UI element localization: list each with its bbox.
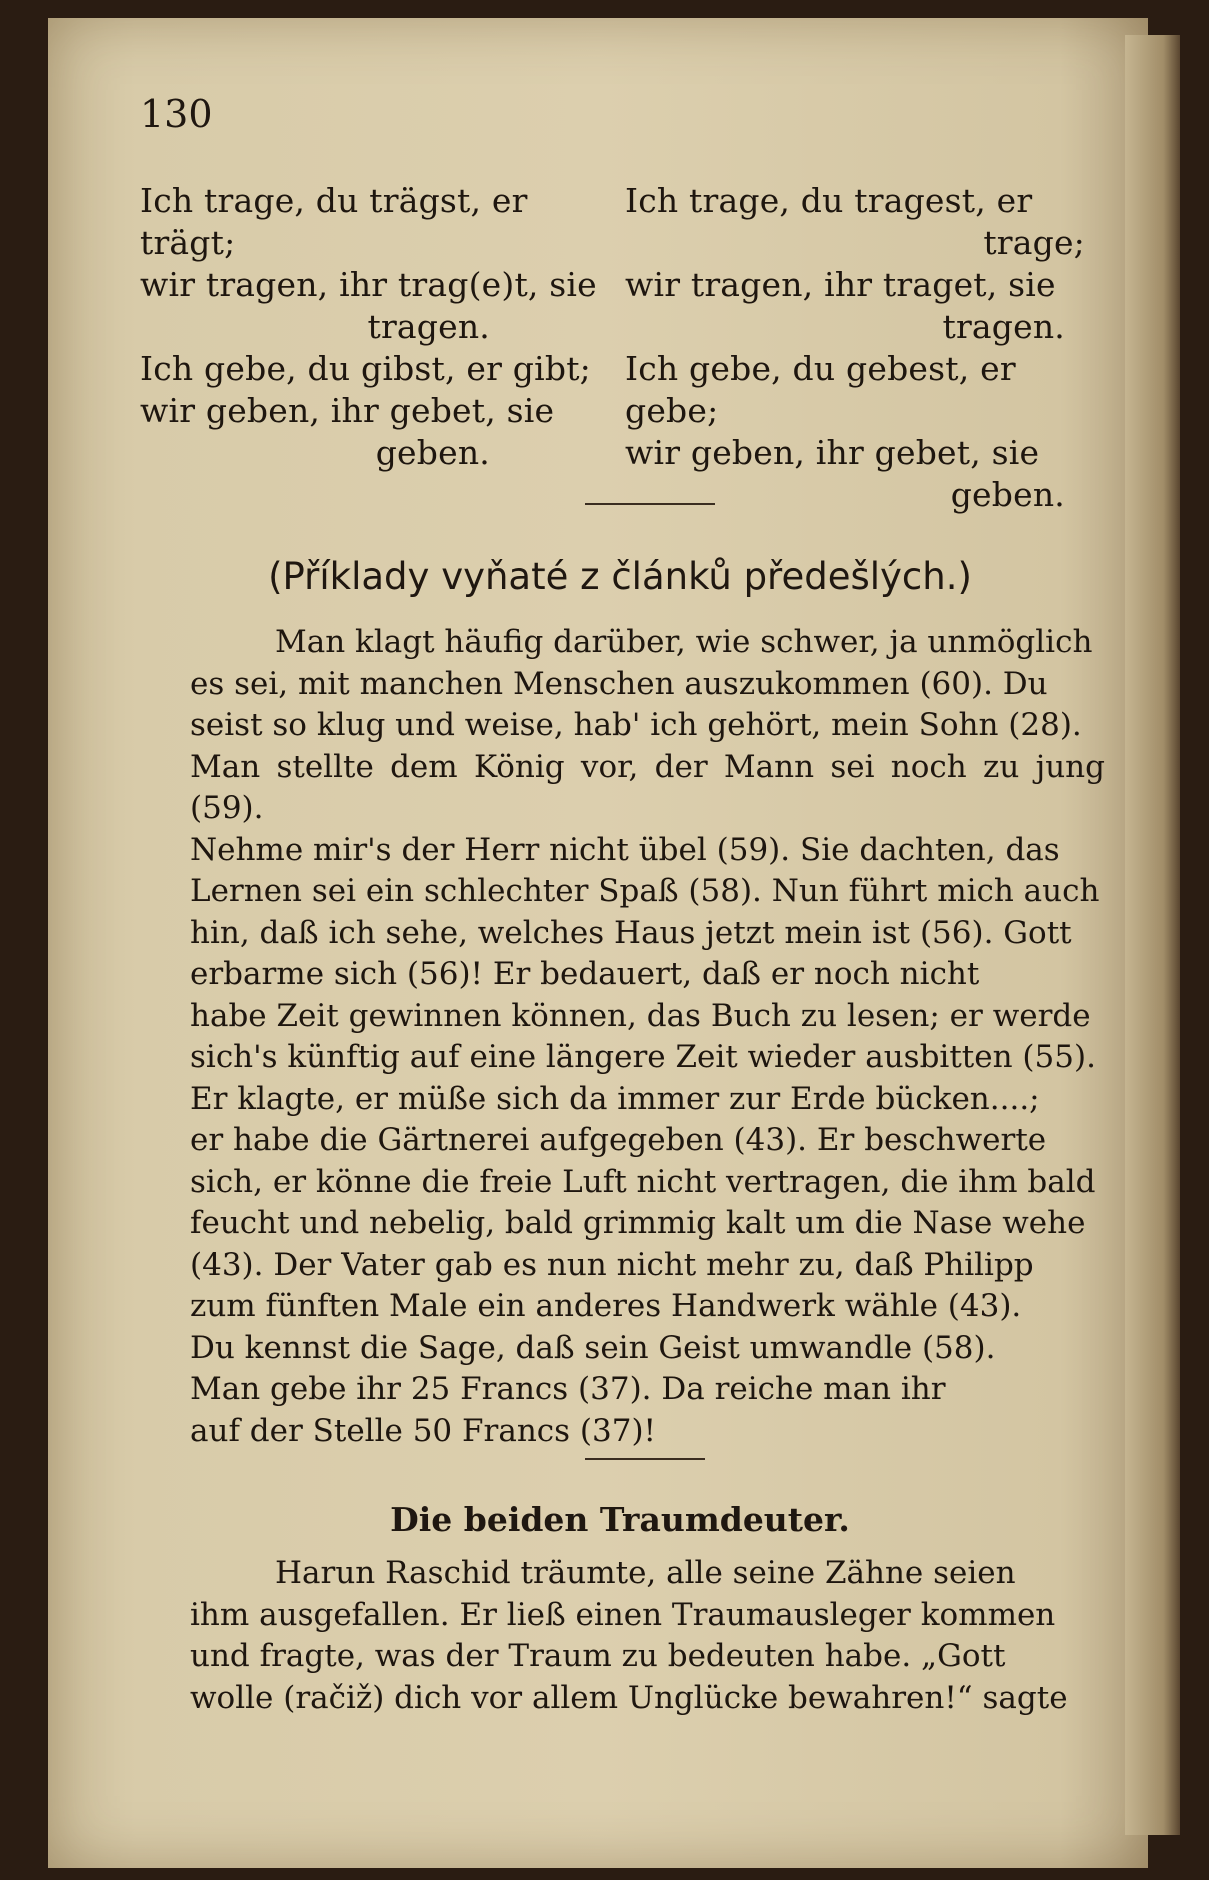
- conjugation-line: wir tragen, ihr traget, sie: [625, 265, 1056, 304]
- text-line: und fragte, was der Traum zu bedeuten habe. „Gott: [190, 1638, 1006, 1674]
- text-line: Harun Raschid träumte, alle seine Zähne seien: [275, 1555, 1016, 1591]
- text-line: Er klagte, er müße sich da immer zur Erde bücken....;: [190, 1080, 1040, 1117]
- conjugation-line: Ich gebe, du gibst, er gibt;: [140, 349, 591, 388]
- conjugation-line: Ich trage, du tragest, er: [625, 181, 1033, 220]
- conjugation-line: geben.: [950, 475, 1065, 514]
- conjugation-line: wir tragen, ihr trag(e)t, sie: [140, 265, 597, 304]
- conjugation-line: Ich trage, du trägst, er trägt;: [140, 181, 528, 262]
- page-edge: [1125, 35, 1180, 1835]
- conjugation-line: tragen.: [942, 307, 1065, 346]
- text-line: habe Zeit gewinnen können, das Buch zu lesen; er werde: [190, 997, 1091, 1034]
- text-line: ihm ausgefallen. Er ließ einen Traumausleger kommen: [190, 1596, 1056, 1633]
- conjugation-line: wir geben, ihr gebet, sie: [140, 391, 555, 430]
- text-line: sich's künftig auf eine längere Zeit wieder ausbitten (55).: [190, 1039, 1096, 1075]
- divider-rule: [585, 503, 715, 505]
- divider-rule: [585, 1458, 705, 1460]
- text-line: Man gebe ihr 25 Francs (37). Da reiche man ihr: [190, 1371, 946, 1407]
- text-line: sich, er könne die freie Luft nicht vertragen, die ihm bald: [190, 1163, 1096, 1200]
- text-line: er habe die Gärtnerei aufgegeben (43). Er beschwerte: [190, 1122, 1047, 1158]
- text-line: Lernen sei ein schlechter Spaß (58). Nun führt mich auch: [190, 873, 1100, 909]
- conjugation-line: geben.: [375, 433, 490, 472]
- text-line: hin, daß ich sehe, welches Haus jetzt mein ist (56). Gott: [190, 914, 1072, 951]
- text-line: Du kennst die Sage, daß sein Geist umwandle (58).: [190, 1329, 996, 1366]
- conjugation-line: tragen.: [367, 307, 490, 346]
- text-line: feucht und nebelig, bald grimmig kalt um die Nase wehe: [190, 1205, 1086, 1241]
- conjugation-subjunctive: [625, 180, 1115, 516]
- conjugation-line: trage;: [983, 223, 1085, 262]
- story-paragraph: [190, 1553, 1105, 1719]
- section-heading: (Příklady vyňaté z článků předešlých.): [268, 555, 972, 598]
- text-line: (43). Der Vater gab es nun nicht mehr zu, daß Philipp: [190, 1246, 1034, 1283]
- page-number: 130: [140, 92, 213, 136]
- text-line: wolle (račiž) dich vor allem Unglücke bewahren!“ sagte: [190, 1679, 1068, 1716]
- story-title: Die beiden Traumdeuter.: [390, 1500, 850, 1539]
- text-line: Man stellte dem König vor, der Mann sei noch zu jung (59).: [190, 748, 1105, 826]
- text-line: es sei, mit manchen Menschen auszukommen (60). Du: [190, 665, 1048, 702]
- text-line: Man klagt häufig darüber, wie schwer, ja unmöglich: [275, 624, 1093, 660]
- text-line: zum fünften Male ein anderes Handwerk wähle (43).: [190, 1288, 1022, 1324]
- text-line: erbarme sich (56)! Er bedauert, daß er noch nicht: [190, 956, 980, 992]
- conjugation-line: Ich gebe, du gebest, er gebe;: [625, 349, 1016, 430]
- text-line: seist so klug und weise, hab' ich gehört, mein Sohn (28).: [190, 707, 1082, 743]
- conjugation-line: wir geben, ihr gebet, sie: [625, 433, 1040, 472]
- conjugation-indicative: [140, 180, 610, 474]
- text-line: auf der Stelle 50 Francs (37)!: [190, 1412, 656, 1449]
- examples-paragraph: [190, 622, 1105, 1452]
- text-line: Nehme mir's der Herr nicht übel (59). Sie dachten, das: [190, 831, 1060, 868]
